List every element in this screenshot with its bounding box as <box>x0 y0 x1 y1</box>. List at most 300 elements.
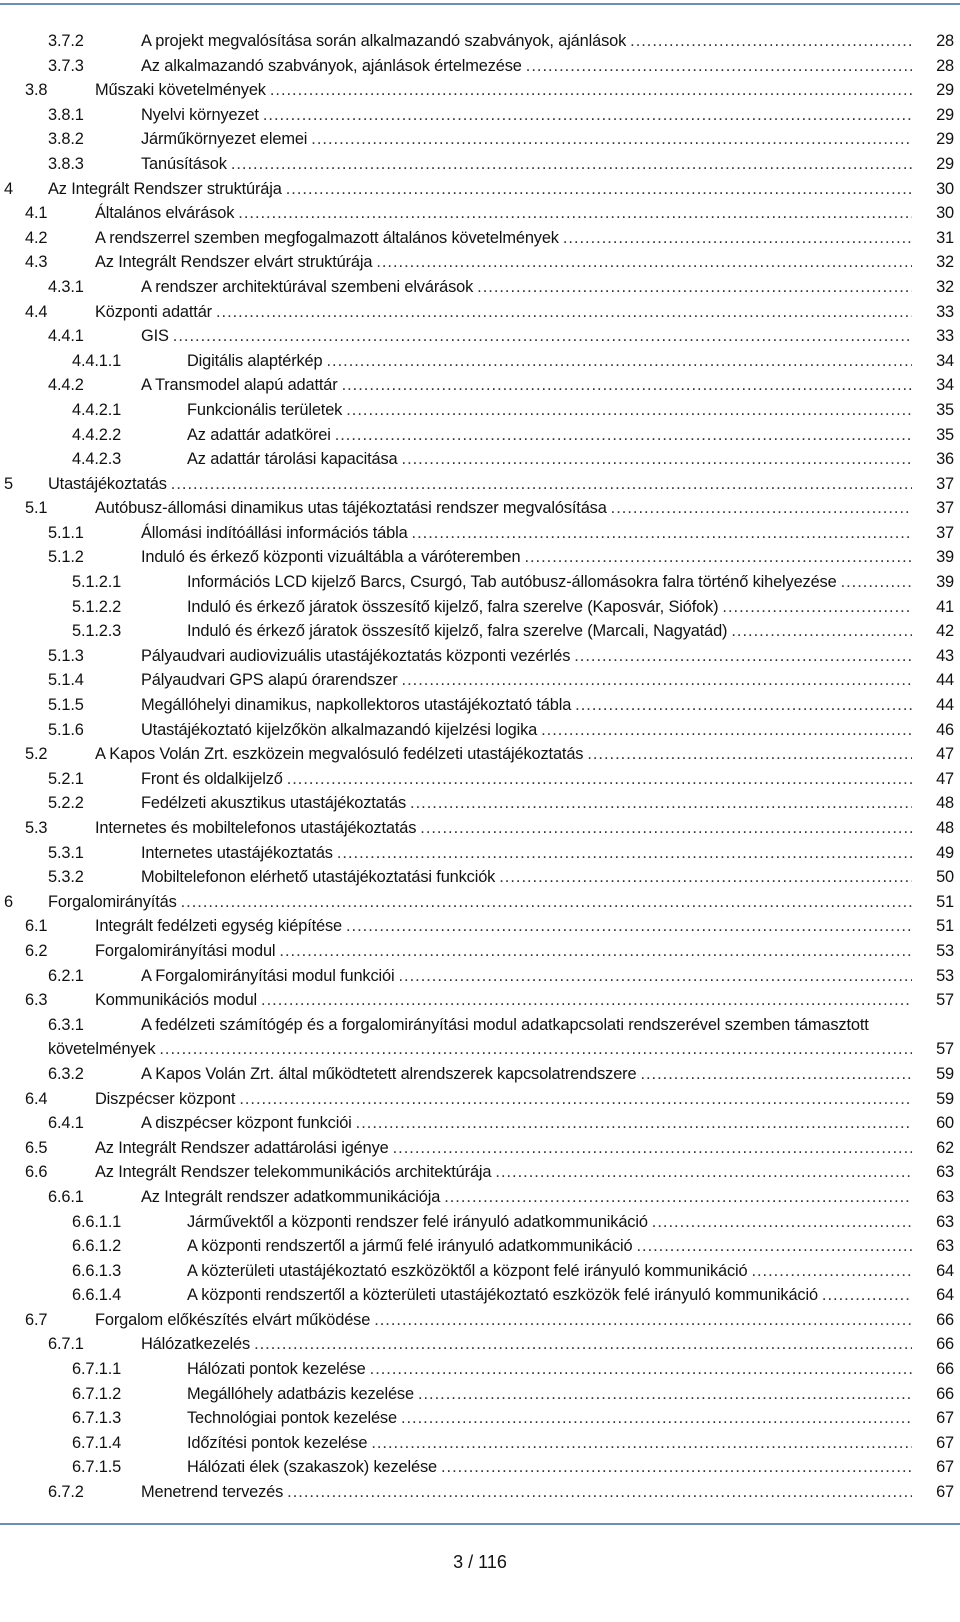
toc-entry-number: 5.1.3 <box>48 646 84 665</box>
toc-entry[interactable] <box>0 300 960 325</box>
toc-dot-leader <box>287 767 912 792</box>
toc-entry-number: 6.7.1.4 <box>72 1433 122 1452</box>
toc-entry-number: 6.7.1 <box>48 1335 84 1354</box>
toc-entry-page: 48 <box>936 819 954 837</box>
toc-entry-page: 28 <box>936 56 954 75</box>
toc-dot-leader <box>841 570 912 595</box>
toc-dot-leader <box>441 1455 912 1480</box>
toc-dot-leader <box>254 1332 912 1357</box>
toc-entry-page: 34 <box>936 376 954 395</box>
toc-dot-leader <box>159 1037 912 1062</box>
toc-entry-page: 29 <box>936 130 954 149</box>
toc-entry-number: 5.1 <box>25 499 48 518</box>
toc-entry-page: 48 <box>936 794 954 813</box>
toc-entry-number: 6.4.1 <box>48 1114 84 1133</box>
toc-entry[interactable] <box>0 570 960 595</box>
toc-entry[interactable] <box>0 1480 960 1505</box>
toc-entry[interactable] <box>0 1357 960 1382</box>
toc-entry-page: 57 <box>936 991 954 1010</box>
toc-entry-number: 6.6.1.4 <box>72 1286 122 1305</box>
toc-entry[interactable] <box>0 1455 960 1480</box>
toc-entry-page: 66 <box>936 1310 954 1329</box>
toc-entry-number: 4.3 <box>25 253 48 272</box>
toc-dot-leader <box>374 1308 912 1333</box>
toc-entry-page: 46 <box>936 720 954 739</box>
toc-entry-page: 63 <box>936 1212 954 1231</box>
toc-entry-title[interactable]: Pályaudvari audiovizuális utastájékoztatás központi vezérlés <box>141 646 571 665</box>
toc-dot-leader <box>171 472 912 497</box>
toc-entry[interactable] <box>0 250 960 275</box>
toc-dot-leader <box>346 398 912 423</box>
toc-entry-number: 5.2.2 <box>48 794 84 813</box>
toc-entry[interactable] <box>0 767 960 792</box>
toc-dot-leader <box>401 1406 912 1431</box>
toc-entry-number: 4.4.2 <box>48 376 84 395</box>
toc-entry[interactable] <box>0 1087 960 1112</box>
toc-entry-page: 30 <box>936 204 954 223</box>
toc-entry-number: 6.7.1.1 <box>72 1360 122 1379</box>
toc-entry-title[interactable]: Az Integrált Rendszer telekommunikációs architektúrája <box>95 1163 492 1182</box>
toc-entry-title[interactable]: Járművektől a központi rendszer felé irányuló adatkommunikáció <box>187 1212 648 1231</box>
toc-entry-title[interactable]: Hálózati pontok kezelése <box>187 1360 366 1379</box>
toc-entry-page: 32 <box>936 253 954 272</box>
toc-entry-number: 5.1.5 <box>48 696 84 715</box>
toc-dot-leader <box>477 275 912 300</box>
toc-entry-page: 47 <box>936 769 954 788</box>
toc-entry-number: 5.2 <box>25 745 48 764</box>
toc-entry[interactable] <box>0 1136 960 1161</box>
toc-entry-number: 4.4.2.1 <box>72 400 122 419</box>
toc-entry[interactable] <box>0 914 960 939</box>
toc-entry-page: 53 <box>936 941 954 960</box>
toc-entry-page: 67 <box>936 1409 954 1428</box>
toc-entry-page: 66 <box>936 1360 954 1379</box>
toc-entry[interactable] <box>0 1406 960 1431</box>
toc-entry-number: 6.7.1.2 <box>72 1384 122 1403</box>
toc-dot-leader <box>270 78 912 103</box>
toc-entry-title[interactable]: Az Integrált Rendszer struktúrája <box>48 179 282 198</box>
toc-entry-title[interactable]: A rendszer architektúrával szembeni elvárások <box>141 277 474 296</box>
toc-dot-leader <box>418 1382 912 1407</box>
toc-entry[interactable] <box>0 29 960 54</box>
toc-entry-title[interactable]: Menetrend tervezés <box>141 1483 284 1502</box>
toc-entry[interactable] <box>0 496 960 521</box>
toc-entry-title[interactable]: Pályaudvari GPS alapú órarendszer <box>141 671 398 690</box>
toc-dot-leader <box>652 1210 912 1235</box>
toc-entry-number: 6.7.2 <box>48 1483 84 1502</box>
toc-entry[interactable] <box>0 890 960 915</box>
toc-entry-title[interactable]: Kommunikációs modul <box>95 991 258 1010</box>
toc-entry-number: 6.6.1.1 <box>72 1212 122 1231</box>
toc-entry[interactable] <box>0 718 960 743</box>
toc-entry-page: 37 <box>936 474 954 493</box>
toc-entry-page: 43 <box>936 646 954 665</box>
toc-entry-number: 6.6.1 <box>48 1187 84 1206</box>
toc-entry[interactable] <box>0 226 960 251</box>
toc-entry[interactable] <box>0 1382 960 1407</box>
toc-entry-page: 44 <box>936 696 954 715</box>
toc-entry[interactable] <box>0 472 960 497</box>
toc-entry-title[interactable]: A központi rendszertől a jármű felé irányuló adatkommunikáció <box>187 1237 633 1256</box>
toc-dot-leader <box>444 1185 912 1210</box>
toc-entry[interactable] <box>0 988 960 1013</box>
toc-entry-title[interactable]: A központi rendszertől a közterületi utastájékoztató eszközök felé irányuló kommunikáció <box>187 1286 818 1305</box>
toc-entry-number: 6.3 <box>25 991 48 1010</box>
toc-dot-leader <box>231 152 912 177</box>
toc-entry-title[interactable]: Mobiltelefonon elérhető utastájékoztatási funkciók <box>141 868 496 887</box>
toc-entry-title[interactable]: A rendszerrel szemben megfogalmazott általános követelmények <box>95 228 559 247</box>
toc-entry[interactable] <box>0 152 960 177</box>
toc-dot-leader <box>402 668 912 693</box>
toc-entry-title[interactable]: Technológiai pontok kezelése <box>187 1409 397 1428</box>
toc-entry-title[interactable]: Forgalomirányítás <box>48 892 177 911</box>
toc-entry[interactable] <box>0 1210 960 1235</box>
toc-dot-leader <box>287 1480 912 1505</box>
toc-dot-leader <box>238 201 912 226</box>
toc-entry[interactable] <box>0 1283 960 1308</box>
toc-entry-number: 4.2 <box>25 228 48 247</box>
toc-entry-title[interactable]: A diszpécser központ funkciói <box>141 1114 352 1133</box>
toc-entry-number: 5.3.2 <box>48 868 84 887</box>
toc-entry-title[interactable]: Utastájékoztató kijelzőkön alkalmazandó kijelzési logika <box>141 720 538 739</box>
toc-dot-leader <box>499 865 912 890</box>
toc-entry-number: 6.4 <box>25 1089 48 1108</box>
toc-entry-page: 66 <box>936 1335 954 1354</box>
toc-entry[interactable] <box>0 865 960 890</box>
toc-entry-number: 5.1.2 <box>48 548 84 567</box>
toc-entry[interactable] <box>0 521 960 546</box>
toc-entry-number: 5.1.2.1 <box>72 573 122 592</box>
toc-entry-title[interactable]: Funkcionális területek <box>187 400 343 419</box>
toc-entry-title[interactable]: Induló és érkező járatok összesítő kijelző, falra szerelve (Kaposvár, Siófok) <box>187 597 719 616</box>
toc-dot-leader <box>216 300 912 325</box>
toc-entry-title[interactable]: Megállóhely adatbázis kezelése <box>187 1384 414 1403</box>
toc-entry-number: 4.4.2.2 <box>72 425 122 444</box>
toc-entry[interactable] <box>0 644 960 669</box>
toc-entry[interactable] <box>0 1259 960 1284</box>
toc-entry-page: 64 <box>936 1261 954 1280</box>
toc-entry-page: 51 <box>936 917 954 936</box>
toc-entry-number: 4 <box>4 179 13 198</box>
toc-entry-number: 6.1 <box>25 917 48 936</box>
toc-entry[interactable] <box>0 791 960 816</box>
toc-entry[interactable] <box>0 668 960 693</box>
toc-dot-leader <box>326 349 912 374</box>
toc-entry[interactable] <box>0 275 960 300</box>
toc-entry-page: 59 <box>936 1089 954 1108</box>
toc-entry-title[interactable]: Időzítési pontok kezelése <box>187 1433 368 1452</box>
toc-dot-leader <box>412 521 912 546</box>
toc-entry[interactable] <box>0 693 960 718</box>
toc-entry[interactable] <box>0 1185 960 1210</box>
toc-entry[interactable] <box>0 127 960 152</box>
toc-entry-number: 4.1 <box>25 204 48 223</box>
toc-entry-page: 35 <box>936 425 954 444</box>
toc-entry-page: 29 <box>936 154 954 173</box>
toc-entry-title[interactable]: Autóbusz-állomási dinamikus utas tájékoztatási rendszer megvalósítása <box>95 499 607 518</box>
toc-entry-page: 37 <box>936 499 954 518</box>
toc-entry-title[interactable]: Front és oldalkijelző <box>141 769 283 788</box>
toc-entry-page: 42 <box>936 622 954 641</box>
toc-entry-page: 33 <box>936 327 954 346</box>
toc-entry-title[interactable]: Az Integrált Rendszer elvárt struktúrája <box>95 253 373 272</box>
toc-entry-title[interactable]: Nyelvi környezet <box>141 105 259 124</box>
toc-entry-title[interactable]: Forgalom előkészítés elvárt működése <box>95 1310 371 1329</box>
toc-entry-page: 67 <box>936 1483 954 1502</box>
toc-entry[interactable] <box>0 398 960 423</box>
toc-dot-leader <box>575 693 912 718</box>
toc-dot-leader <box>630 29 912 54</box>
toc-entry-title[interactable]: A Transmodel alapú adattár <box>141 376 338 395</box>
toc-entry-page: 44 <box>936 671 954 690</box>
toc-entry-title[interactable]: Megállóhelyi dinamikus, napkollektoros utastájékoztató tábla <box>141 696 572 715</box>
toc-entry[interactable] <box>0 201 960 226</box>
toc-entry[interactable] <box>0 423 960 448</box>
toc-entry-number: 6.6.1.2 <box>72 1237 122 1256</box>
toc-entry-title[interactable]: Tanúsítások <box>141 154 227 173</box>
toc-entry-number: 6.7 <box>25 1310 48 1329</box>
toc-entry-page: 63 <box>936 1187 954 1206</box>
toc-entry-number: 5 <box>4 474 13 493</box>
toc-dot-leader <box>563 226 912 251</box>
toc-entry-title[interactable]: Integrált fedélzeti egység kiépítése <box>95 917 342 936</box>
toc-entry-number: 3.8.3 <box>48 154 84 173</box>
toc-entry-title[interactable]: Állomási indítóállási információs tábla <box>141 523 408 542</box>
toc-entry-page: 50 <box>936 868 954 887</box>
toc-entry-title[interactable]: Az adattár adatkörei <box>187 425 331 444</box>
toc-entry-number: 4.4.1 <box>48 327 84 346</box>
toc-entry-page: 37 <box>936 523 954 542</box>
toc-dot-leader <box>239 1087 912 1112</box>
toc-dot-leader <box>640 1062 912 1087</box>
toc-dot-leader <box>393 1136 912 1161</box>
toc-entry-title[interactable]: Hálózati élek (szakaszok) kezelése <box>187 1458 437 1477</box>
toc-entry-page: 29 <box>936 105 954 124</box>
toc-entry[interactable] <box>0 78 960 103</box>
toc-entry-number: 5.1.4 <box>48 671 84 690</box>
toc-entry[interactable] <box>0 1332 960 1357</box>
toc-entry-number: 5.1.2.3 <box>72 622 122 641</box>
toc-entry-page: 34 <box>936 351 954 370</box>
toc-entry-page: 49 <box>936 843 954 862</box>
toc-dot-leader <box>263 103 912 128</box>
toc-entry[interactable] <box>0 349 960 374</box>
page-number: 3 / 116 <box>453 1552 507 1572</box>
toc-entry-page: 35 <box>936 400 954 419</box>
toc-dot-leader <box>356 1111 912 1136</box>
toc-entry-number: 5.1.2.2 <box>72 597 122 616</box>
toc-dot-leader <box>279 939 912 964</box>
toc-dot-leader <box>181 890 912 915</box>
toc-entry-title[interactable]: Az Integrált Rendszer adattárolási igénye <box>95 1138 389 1157</box>
toc-entry-page: 41 <box>936 597 954 616</box>
toc-entry-title[interactable]: Központi adattár <box>95 302 212 321</box>
toc-dot-leader <box>722 595 912 620</box>
toc-dot-leader <box>636 1234 912 1259</box>
toc-entry-number: 5.3.1 <box>48 843 84 862</box>
toc-entry-number: 3.8.2 <box>48 130 84 149</box>
toc-entry-page: 32 <box>936 277 954 296</box>
toc-entry-page: 63 <box>936 1237 954 1256</box>
toc-entry-page: 28 <box>936 32 954 50</box>
toc-entry-number: 5.1.6 <box>48 720 84 739</box>
toc-entry-number: 6.3.1 <box>48 1015 84 1034</box>
toc-entry[interactable] <box>0 964 960 989</box>
toc-entry[interactable] <box>0 939 960 964</box>
toc-entry[interactable] <box>0 841 960 866</box>
toc-entry-title[interactable]: Utastájékoztatás <box>48 474 167 493</box>
toc-entry-title[interactable]: Az alkalmazandó szabványok, ajánlások értelmezése <box>141 56 522 75</box>
toc-entry-number: 4.4.1.1 <box>72 351 122 370</box>
toc-entry-page: 33 <box>936 302 954 321</box>
toc-entry-page: 62 <box>936 1138 954 1157</box>
toc-entry-page: 60 <box>936 1114 954 1133</box>
toc-entry-title[interactable]: GIS <box>141 327 169 346</box>
toc-entry-title[interactable]: Az Integrált rendszer adatkommunikációja <box>141 1187 441 1206</box>
toc-entry-number: 6 <box>4 892 13 911</box>
toc-entry-number: 4.4 <box>25 302 48 321</box>
toc-entry-number: 4.3.1 <box>48 277 84 296</box>
toc-entry[interactable] <box>0 1308 960 1333</box>
toc-entry-title[interactable]: A projekt megvalósítása során alkalmazandó szabványok, ajánlások <box>141 32 627 50</box>
toc-entry-number: 3.7.2 <box>48 32 84 50</box>
toc-dot-leader <box>402 447 912 472</box>
toc-entry-title[interactable]: Internetes utastájékoztatás <box>141 843 333 862</box>
toc-entry-title[interactable]: Internetes és mobiltelefonos utastájékoztatás <box>95 819 417 837</box>
toc-entry-page: 36 <box>936 450 954 469</box>
toc-dot-leader <box>410 791 912 816</box>
toc-dot-leader <box>371 1431 912 1456</box>
toc-dot-leader <box>261 988 912 1013</box>
toc-entry-title[interactable]: követelmények <box>48 1040 156 1059</box>
toc-entry-number: 6.2 <box>25 941 48 960</box>
toc-entry-title[interactable]: A Forgalomirányítási modul funkciói <box>141 966 395 985</box>
toc-entry-page: 66 <box>936 1384 954 1403</box>
toc-entry[interactable] <box>0 1111 960 1136</box>
toc-dot-leader <box>611 496 912 521</box>
toc-entry-title[interactable]: Műszaki követelmények <box>95 81 266 100</box>
toc-entry-page: 39 <box>936 548 954 567</box>
toc-dot-leader <box>370 1357 912 1382</box>
toc-entry-title[interactable]: Információs LCD kijelző Barcs, Csurgó, Tab autóbusz-állomásokra falra történő kihelyezése <box>187 573 837 592</box>
toc-entry-number: 3.7.3 <box>48 56 84 75</box>
toc-entry-title[interactable]: Általános elvárások <box>95 204 235 223</box>
toc-dot-leader <box>524 545 912 570</box>
toc-entry-number: 3.8 <box>25 81 48 100</box>
toc-entry-number: 6.5 <box>25 1138 48 1157</box>
toc-entry-page: 29 <box>936 81 954 100</box>
toc-dot-leader <box>495 1160 912 1185</box>
toc-entry-title[interactable]: Fedélzeti akusztikus utastájékoztatás <box>141 794 407 813</box>
toc-entry[interactable] <box>0 54 960 79</box>
toc-entry-page: 67 <box>936 1458 954 1477</box>
toc-entry-number: 6.2.1 <box>48 966 84 985</box>
toc-entry[interactable] <box>0 1062 960 1087</box>
toc-dot-leader <box>587 742 912 767</box>
toc-entry[interactable] <box>0 1234 960 1259</box>
toc-dot-leader <box>574 644 912 669</box>
toc-entry-page: 51 <box>936 892 954 911</box>
toc-entry-page: 30 <box>936 179 954 198</box>
toc-entry-page: 64 <box>936 1286 954 1305</box>
toc-entry-page: 57 <box>936 1040 954 1059</box>
toc-entry[interactable] <box>0 545 960 570</box>
toc-dot-leader <box>337 841 912 866</box>
toc-entry[interactable] <box>0 1013 960 1038</box>
toc-entry-title[interactable]: Járműkörnyezet elemei <box>141 130 308 149</box>
toc-entry-page: 53 <box>936 966 954 985</box>
toc-entry-number: 6.7.1.5 <box>72 1458 122 1477</box>
toc-entry[interactable] <box>0 1160 960 1185</box>
toc-entry-number: 6.7.1.3 <box>72 1409 122 1428</box>
toc-dot-leader <box>376 250 912 275</box>
toc-entry-title[interactable]: Diszpécser központ <box>95 1089 236 1108</box>
toc-dot-leader <box>420 816 912 841</box>
toc-entry-page: 47 <box>936 745 954 764</box>
toc-entry[interactable] <box>0 742 960 767</box>
toc-dot-leader <box>173 324 912 349</box>
toc-entry-number: 4.4.2.3 <box>72 450 122 469</box>
toc-dot-leader <box>286 177 912 202</box>
toc-dot-leader <box>346 914 912 939</box>
toc-entry-number: 5.2.1 <box>48 769 84 788</box>
toc-entry[interactable] <box>0 373 960 398</box>
table-of-contents <box>0 29 960 1505</box>
toc-dot-leader <box>541 718 912 743</box>
toc-entry[interactable] <box>0 595 960 620</box>
toc-entry-number: 6.6.1.3 <box>72 1261 122 1280</box>
toc-dot-leader <box>335 423 912 448</box>
toc-entry-title[interactable]: A fedélzeti számítógép és a forgalomirányítási modul adatkapcsolati rendszerével szemben támasztott <box>141 1015 869 1034</box>
top-rule <box>0 3 960 5</box>
toc-entry-title[interactable]: Induló és érkező központi vizuáltábla a váróteremben <box>141 548 521 567</box>
toc-entry-page: 59 <box>936 1064 954 1083</box>
toc-dot-leader <box>342 373 912 398</box>
toc-entry-page: 63 <box>936 1163 954 1182</box>
toc-entry[interactable] <box>0 447 960 472</box>
toc-entry-number: 6.3.2 <box>48 1064 84 1083</box>
toc-entry[interactable] <box>0 1037 960 1062</box>
toc-entry-title[interactable]: Digitális alaptérkép <box>187 351 323 370</box>
toc-entry-page: 39 <box>936 573 954 592</box>
toc-entry[interactable] <box>0 324 960 349</box>
toc-entry-title[interactable]: Az adattár tárolási kapacitása <box>187 450 398 469</box>
toc-dot-leader <box>822 1283 912 1308</box>
toc-entry[interactable] <box>0 619 960 644</box>
toc-dot-leader <box>731 619 912 644</box>
toc-entry-title[interactable]: A Kapos Volán Zrt. eszközein megvalósuló fedélzeti utastájékoztatás <box>95 745 584 764</box>
toc-dot-leader <box>398 964 912 989</box>
toc-dot-leader <box>751 1259 912 1284</box>
toc-entry-page: 67 <box>936 1433 954 1452</box>
toc-entry-title[interactable]: Hálózatkezelés <box>141 1335 251 1354</box>
toc-entry-page: 31 <box>936 228 954 247</box>
toc-entry[interactable] <box>0 103 960 128</box>
toc-entry-number: 6.6 <box>25 1163 48 1182</box>
toc-entry[interactable] <box>0 816 960 841</box>
toc-entry[interactable] <box>0 177 960 202</box>
toc-entry-number: 5.3 <box>25 819 48 837</box>
toc-entry-number: 5.1.1 <box>48 523 84 542</box>
toc-entry-title[interactable]: A közterületi utastájékoztató eszközöktől a központ felé irányuló kommunikáció <box>187 1261 748 1280</box>
footer-rule <box>0 1523 960 1525</box>
toc-dot-leader <box>311 127 912 152</box>
toc-dot-leader <box>526 54 912 79</box>
toc-entry-title[interactable]: A Kapos Volán Zrt. által működtetett alrendszerek kapcsolatrendszere <box>141 1064 637 1083</box>
toc-entry[interactable] <box>0 1431 960 1456</box>
toc-entry-title[interactable]: Forgalomirányítási modul <box>95 941 276 960</box>
toc-entry-title[interactable]: Induló és érkező járatok összesítő kijelző, falra szerelve (Marcali, Nagyatád) <box>187 622 728 641</box>
